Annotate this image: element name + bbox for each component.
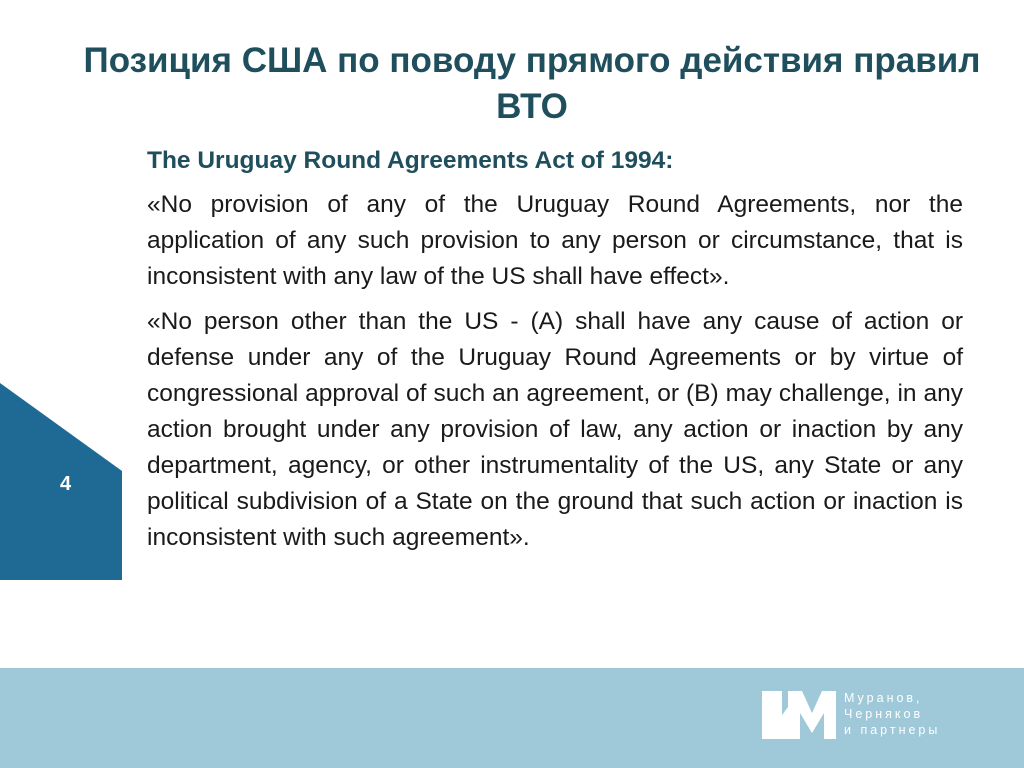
logo-line-3: и партнеры xyxy=(844,723,941,737)
quote-paragraph-2: «No person other than the US - (A) shall have any cause of action or defense under any of the Uruguay Round Agreements or by virtue of congressional approval of such an agreement, or (B) may challenge, in any action brought under any provision of law, any action or inaction by any department, agency, or other instrumentality of the US, any State or any political subdivision of a State on the ground that such action or inaction is inconsistent with such agreement». xyxy=(147,308,963,551)
act-heading: The Uruguay Round Agreements Act of 1994: xyxy=(147,147,674,174)
slide-number: 4 xyxy=(60,473,72,495)
logo-line-2: Черняков xyxy=(844,707,924,721)
slide-title: Позиция США по поводу прямого действия правил ВТО xyxy=(83,41,981,126)
logo-line-1: Муранов, xyxy=(844,691,923,705)
slide-content xyxy=(147,143,963,565)
quote-paragraph-1: «No provision of any of the Uruguay Round Agreements, nor the application of any such provision to any person or circumstance, that is inconsistent with any law of the US shall have effect». xyxy=(147,191,963,290)
logo-text xyxy=(844,690,1014,738)
logo-monogram-icon xyxy=(762,691,836,739)
